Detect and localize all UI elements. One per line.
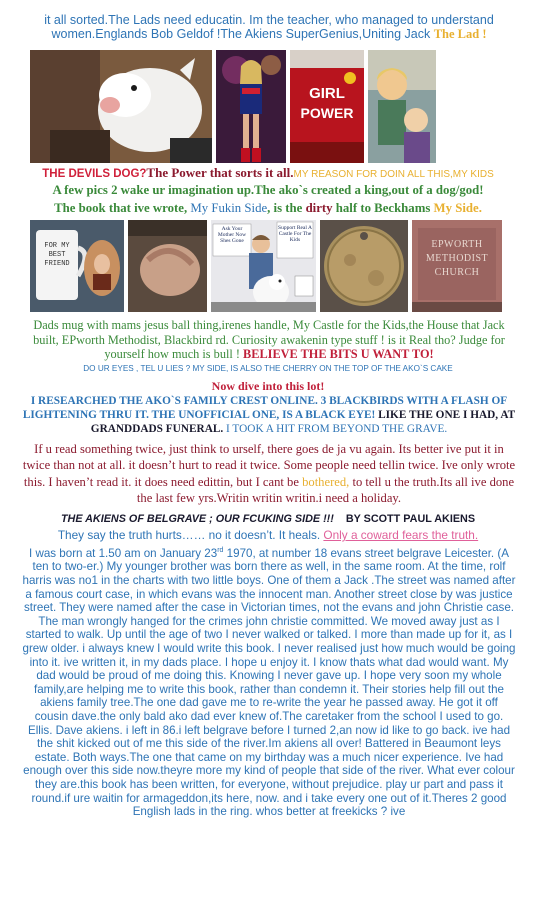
read-twice-text: If u read something twice, just think to urself, there goes de ja vu again. Its better ive put it in twice than not at all. it doesn’t hurt to read it twice. Some people need tellin twice. Ive only wrote this. I haven’t read it. it does need edittin, but I cant be — [22, 442, 516, 489]
power-text: The Power that sorts it all. — [146, 165, 294, 180]
girl-power-photo — [290, 50, 364, 163]
coin-photo — [320, 220, 408, 312]
photo-row-1 — [30, 50, 515, 163]
intro-lad-text: The Lad ! — [433, 27, 487, 41]
believe-text: BELIEVE THE BITS U WANT TO! — [243, 347, 434, 361]
truth-hurts-text: They say the truth hurts…… no it doesn’t. It heals. — [57, 528, 321, 542]
church-text: EPWORTH METHODIST CHURCH — [425, 239, 489, 278]
mug-photo — [30, 220, 124, 312]
book-text-3: , is the — [267, 201, 303, 215]
akiens-title-text: THE AKIENS OF BELGRAVE ; OUR FCUKING SIDE !!! — [60, 513, 334, 525]
book-line — [18, 201, 518, 216]
poster-text: Support Real A Castle For The Kids — [278, 225, 312, 243]
truth-line — [18, 528, 518, 542]
devils-dog-line — [18, 166, 518, 181]
story-superscript: rd — [217, 547, 224, 554]
coward-text: Only a coward fears the truth. — [323, 528, 479, 542]
book-dirty-text: dirty — [305, 201, 333, 215]
sign-text: Ask Your Mother Now Shes Gone — [217, 226, 247, 244]
reason-text: MY REASON FOR DOIN ALL THIS,MY KIDS — [293, 169, 494, 180]
story-text-1: I was born at 1.50 am on January 23 — [29, 546, 218, 560]
researched-text: I RESEARCHED THE AKO`S FAMILY CREST ONLINE. 3 BLACKBIRDS WITH A FLASH OF LIGHTENING THRU IT. THE UNOFFICIAL ONE, IS A BLACK EYE! — [22, 395, 508, 421]
tell-truth-text: to tell u the truth.Its all ive done the last few yrs.Writin writin writin.i need a holiday. — [136, 474, 515, 506]
spice-girl-photo — [216, 50, 286, 163]
story-paragraph — [22, 544, 516, 819]
girl-power-text: GIRL — [309, 85, 345, 102]
dads-mug-text: Dads mug with mams jesus ball thing,irenes handle, My Castle for the Kids,the House that Jack built, EPworth Methodist, Blackbird rd. Curiosity awakenin type stuff ! is it Real tho? Judge for yourself how much is bull ! — [33, 318, 505, 361]
church-photo — [412, 220, 502, 312]
bothered-text: bothered, — [302, 474, 350, 489]
read-twice-paragraph — [22, 441, 516, 507]
girl-power-text-2: POWER — [300, 105, 354, 121]
mug-text: FOR MY BEST FRIEND — [44, 242, 70, 268]
book-text-5: half to Beckhams — [335, 201, 431, 215]
do-ur-eyes-line: DO UR EYES , TEL U LIES ? MY SIDE, IS ALSO THE CHERRY ON THE TOP OF THE AKO`S CAKE — [83, 364, 453, 373]
story-text-2: 1970, at number 18 evans street belgrave Leicester. (A ten to two-er.) My younger brother was born there as well, in the same room. At the time, rolf harris was no1 in the charts with two little boys. One of them a Jack .The street was named after a famous court case, in which evans was the innocent man. Another street close by was justice street. They were named after the case in Victorian times, not the evans and john Christie case. The man wrongly hanged for the crimes john christie committed. We moved away just as I started to walk. Up until the age of two I never walked or talked. I more than made up for it, as I grew older. i always knew I would write this book. I never realised just how much would be going into it. ive written it, in my dads place. I hope u enjoy it. I know thats what dad would want. My dad would be proud of me doing this. Knowing I never gave up. I hope very soon my whole family,are helping me to write this book, rather than condemn it. Their stories help fill out the akiens family tree.The one dad gave me to re-write the year he passed away. He got it off cousin dave.the only bald ako dad ever knew of.The caretaker from the school I used to go. Ellis. Dave akiens. i left in 86.i left belgrave before I turned 2,an now id like to go back. ive had the shit kicked out of me this side of the river.Im akiens all over! Battered in Beaumont leys estate. Both ways.The one that came on my birthday was a much nicer experience. Ive had enough over this side now.theyre more my kind of people that side of the river. What ever colour they are.this book has been written, for everyone, without prejudice. play ur part and pass it round.if ure waitin for armageddon,its here, now. and i take every one out of it.Theres 2 good English lads in the ring. whos better at freekicks ? ive — [22, 546, 516, 819]
castle-kids-photo — [211, 220, 316, 312]
like-the-one-text: LIKE THE ONE I HAD, AT GRANDDADS FUNERAL. — [90, 409, 516, 435]
intro-text: it all sorted.The Lads need educatin. Im the teacher, who managed to understand women.Englands Bob Geldof !The Akiens SuperGenius,Uniting Jack — [44, 13, 494, 41]
pics-line: A few pics 2 wake ur imagination up.The ako`s created a king,out of a dog/god! — [52, 183, 484, 197]
dads-mug-paragraph — [22, 318, 516, 362]
intro-paragraph — [28, 13, 510, 41]
kids-photo — [368, 50, 436, 163]
book-title-text: My Fukin Side — [190, 201, 268, 215]
took-a-hit-text: I TOOK A HIT FROM BEYOND THE GRAVE. — [226, 423, 448, 435]
handle-photo — [128, 220, 207, 312]
book-myside-text: My Side. — [433, 201, 482, 215]
dog-photo — [30, 50, 212, 163]
photo-row-2 — [30, 220, 516, 312]
researched-paragraph — [22, 394, 516, 436]
devils-dog-text: THE DEVILS DOG? — [42, 168, 147, 180]
book-text-1: The book that ive wrote, — [54, 201, 188, 215]
author-text: BY SCOTT PAUL AKIENS — [345, 513, 476, 525]
book-title-line — [18, 513, 518, 526]
dive-line: Now dive into this lot! — [211, 379, 325, 393]
